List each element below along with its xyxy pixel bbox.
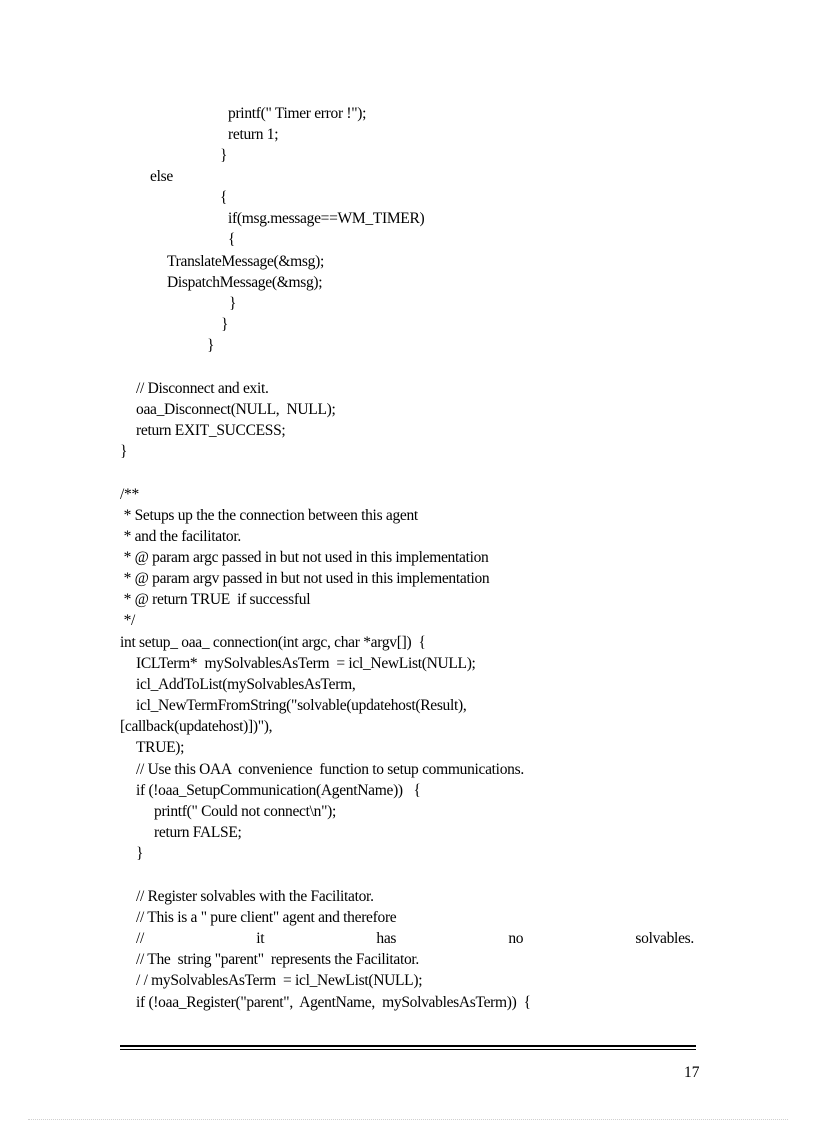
- code-line: if(msg.message==WM_TIMER): [228, 210, 425, 227]
- page-number: 17: [684, 1064, 700, 1081]
- page-edge-divider: [28, 1119, 788, 1120]
- code-line: // Register solvables with the Facilitator.: [136, 888, 374, 905]
- code-line: }: [136, 845, 144, 862]
- code-line: }: [120, 443, 128, 460]
- footer-rule-thin: [120, 1049, 696, 1050]
- code-line: /**: [120, 486, 139, 503]
- code-line: // This is a " pure client" agent and therefore: [136, 909, 397, 926]
- code-line: }: [229, 295, 237, 312]
- word: //: [136, 930, 145, 947]
- footer-rule-thick: [120, 1045, 696, 1047]
- code-line: int setup_ oaa_ connection(int argc, char *argv[]) {: [120, 634, 426, 651]
- code-line: * and the facilitator.: [120, 528, 241, 545]
- code-line: printf(" Could not connect\n");: [154, 803, 336, 820]
- justified-comment-line: [136, 928, 694, 949]
- word: it: [256, 930, 265, 947]
- code-line: * @ param argv passed in but not used in this implementation: [120, 570, 490, 587]
- code-line: * Setups up the the connection between this agent: [120, 507, 418, 524]
- word: has: [376, 930, 397, 947]
- code-line: {: [228, 231, 236, 248]
- code-line: return 1;: [228, 126, 279, 143]
- code-line: // Disconnect and exit.: [136, 380, 269, 397]
- code-line: if (!oaa_Register("parent", AgentName, mySolvablesAsTerm)) {: [136, 994, 531, 1011]
- code-line: }: [221, 316, 229, 333]
- word: no: [508, 930, 524, 947]
- code-line: icl_AddToList(mySolvablesAsTerm,: [136, 676, 356, 693]
- code-line: ICLTerm* mySolvablesAsTerm = icl_NewList(NULL);: [136, 655, 476, 672]
- word: solvables.: [635, 930, 694, 947]
- code-line: printf(" Timer error !");: [228, 105, 367, 122]
- code-line: return FALSE;: [154, 824, 242, 841]
- code-line: }: [207, 337, 215, 354]
- code-line: if (!oaa_SetupCommunication(AgentName)) {: [136, 782, 421, 799]
- code-line: * @ param argc passed in but not used in this implementation: [120, 549, 489, 566]
- code-line: {: [220, 189, 228, 206]
- code-line: [callback(updatehost)])"),: [120, 718, 273, 735]
- code-line: */: [120, 612, 136, 629]
- code-line: DispatchMessage(&msg);: [167, 274, 323, 291]
- code-line: // Use this OAA convenience function to setup communications.: [136, 761, 524, 778]
- code-line: * @ return TRUE if successful: [120, 591, 311, 608]
- code-line: return EXIT_SUCCESS;: [136, 422, 286, 439]
- code-line: oaa_Disconnect(NULL, NULL);: [136, 401, 336, 418]
- code-line: // The string "parent" represents the Facilitator.: [136, 951, 420, 968]
- code-line: icl_NewTermFromString("solvable(updatehost(Result),: [136, 697, 467, 714]
- code-line: / / mySolvablesAsTerm = icl_NewList(NULL);: [136, 972, 423, 989]
- code-line: TranslateMessage(&msg);: [167, 253, 324, 270]
- code-line: }: [220, 147, 228, 164]
- code-line: TRUE);: [136, 739, 185, 756]
- code-line: else: [150, 168, 173, 185]
